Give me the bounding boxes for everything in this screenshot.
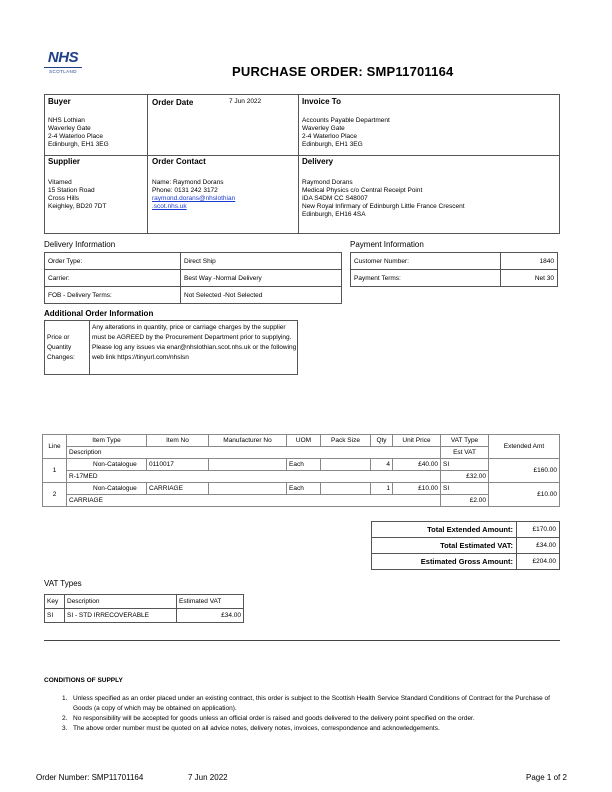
condition-item — [62, 724, 562, 734]
cell-item-no: 0110017 — [147, 459, 209, 471]
cell-pack-size — [321, 459, 371, 471]
invoice-line: Accounts Payable Department — [302, 117, 390, 124]
condition-item — [62, 694, 562, 714]
line-items-table — [42, 434, 560, 507]
col-header-uom: UOM — [287, 435, 321, 447]
page-title: PURCHASE ORDER: SMP11701164 — [232, 64, 454, 79]
cell-manufacturer-no — [209, 459, 287, 471]
order-contact-label: Order Contact — [152, 157, 206, 166]
additional-info-title: Additional Order Information — [44, 309, 154, 318]
table-row — [43, 495, 560, 507]
gross-amount-label: Estimated Gross Amount: — [372, 554, 517, 570]
nhs-scotland-logo — [44, 50, 82, 74]
cell-item-no: CARRIAGE — [147, 483, 209, 495]
totals-table — [371, 521, 560, 570]
footer-page-number: Page 1 of 2 — [526, 773, 567, 782]
contact-email-link[interactable]: raymond.dorans@nhslothian — [152, 195, 236, 202]
table-row — [351, 270, 558, 287]
table-header-row — [43, 435, 560, 447]
table-header-row — [45, 595, 244, 609]
table-row — [351, 253, 558, 270]
total-vat-value: £34.00 — [517, 538, 560, 554]
order-contact-details — [152, 179, 235, 211]
cell-uom: Each — [287, 459, 321, 471]
cell-key: SI — [45, 609, 65, 623]
row-value: Not Selected -Not Selected — [181, 287, 342, 304]
cell-extended-amt: £160.00 — [489, 459, 560, 483]
row-value: Best Way -Normal Delivery — [181, 270, 342, 287]
condition-text: Unless specified as an order placed under an existing contract, this order is subject to the Scottish Health Service Standard Conditions of Contract for the Purchase of Goods (a copy of which may be obtained on application). — [73, 695, 550, 712]
total-vat-label: Total Estimated VAT: — [372, 538, 517, 554]
col-header-manufacturer-no: Manufacturer No — [209, 435, 287, 447]
row-value: Direct Ship — [181, 253, 342, 270]
row-label: Payment Terms: — [351, 270, 501, 287]
cell-est-vat: £32.00 — [441, 471, 489, 483]
order-date-value: 7 Jun 2022 — [229, 98, 262, 105]
invoice-line: Edinburgh, EH1 3EG — [302, 141, 363, 148]
buyer-label: Buyer — [48, 97, 71, 106]
table-row — [372, 538, 560, 554]
invoice-to-label: Invoice To — [302, 97, 341, 106]
col-header-item-no: Item No — [147, 435, 209, 447]
col-header-vat-type: VAT Type — [441, 435, 489, 447]
table-row — [372, 554, 560, 570]
contact-name: Name: Raymond Dorans — [152, 179, 224, 186]
section-divider — [44, 640, 560, 641]
condition-number: 2. — [62, 715, 68, 722]
cell-est-vat: £2.00 — [441, 495, 489, 507]
divider — [89, 321, 90, 374]
additional-info-box — [44, 320, 298, 375]
cell-description: CARRIAGE — [67, 495, 441, 507]
logo-main-text: NHS — [47, 49, 79, 66]
col-header-description: Description — [65, 595, 177, 609]
col-header-item-type: Item Type — [67, 435, 147, 447]
col-header-qty: Qty — [371, 435, 393, 447]
row-label: Customer Number: — [351, 253, 501, 270]
cell-vat-type: SI — [441, 459, 489, 471]
delivery-line: New Royal Infirmary of Edinburgh Little France Crescent — [302, 203, 465, 210]
col-header-key: Key — [45, 595, 65, 609]
cell-line: 2 — [43, 483, 67, 507]
col-header-est-vat: Est VAT — [441, 447, 489, 459]
buyer-address — [48, 117, 109, 149]
row-value: Net 30 — [501, 270, 558, 287]
divider — [298, 95, 299, 233]
buyer-line: Edinburgh, EH1 3EG — [48, 141, 109, 148]
divider — [147, 95, 148, 233]
gross-amount-value: £204.00 — [517, 554, 560, 570]
footer-date: 7 Jun 2022 — [188, 773, 228, 782]
cell-manufacturer-no — [209, 483, 287, 495]
cell-extended-amt: £10.00 — [489, 483, 560, 507]
condition-number: 3. — [62, 725, 68, 732]
table-header-row — [43, 447, 560, 459]
cell-line: 1 — [43, 459, 67, 483]
delivery-line: Raymond Dorans — [302, 179, 353, 186]
buyer-line: Waverley Gate — [48, 125, 91, 132]
price-quantity-label: Price or Quantity Changes: — [47, 334, 75, 361]
delivery-line: IDA S4DM CC S48007 — [302, 195, 368, 202]
buyer-line: 2-4 Waterloo Place — [48, 133, 104, 140]
cell-vat-type: SI — [441, 483, 489, 495]
contact-phone: Phone: 0131 242 3172 — [152, 187, 218, 194]
price-quantity-text: Any alterations in quantity, price or carriage charges by the supplier must be AGREED by the Procurement Department prior to supplying. Please log any issues via enar@nhslothian.scot.nhs.uk or the following web link https://tinyurl.com/nhslsn — [92, 324, 297, 361]
payment-info-title: Payment Information — [350, 240, 424, 249]
table-row — [43, 471, 560, 483]
supplier-line: 15 Station Road — [48, 187, 95, 194]
condition-text: The above order number must be quoted on all advice notes, delivery notes, invoices, correspondence and acknowledgements. — [73, 725, 440, 732]
divider — [45, 155, 559, 156]
invoice-line: Waverley Gate — [302, 125, 345, 132]
cell-item-type: Non-Catalogue — [67, 483, 147, 495]
vat-types-title: VAT Types — [44, 579, 82, 588]
supplier-line: Cross Hills — [48, 195, 80, 202]
cell-unit-price: £40.00 — [393, 459, 441, 471]
delivery-info-table — [44, 252, 342, 304]
cell-description: R-17MED — [67, 471, 441, 483]
invoice-to-address — [302, 117, 390, 149]
footer-order-number: Order Number: SMP11701164 — [36, 773, 144, 782]
table-row — [45, 270, 342, 287]
col-header-extended-amt: Extended Amt — [489, 435, 560, 459]
conditions-title: CONDITIONS OF SUPPLY — [44, 677, 123, 684]
cell-uom: Each — [287, 483, 321, 495]
condition-text: No responsibility will be accepted for goods unless an official order is raised and goods delivered to the delivery point specified on the order. — [73, 715, 475, 722]
table-row — [45, 609, 244, 623]
total-extended-label: Total Extended Amount: — [372, 522, 517, 538]
payment-info-table — [350, 252, 558, 287]
cell-item-type: Non-Catalogue — [67, 459, 147, 471]
row-value: 1840 — [501, 253, 558, 270]
table-row — [43, 483, 560, 495]
buyer-line: NHS Lothian — [48, 117, 85, 124]
cell-pack-size — [321, 483, 371, 495]
cell-qty: 1 — [371, 483, 393, 495]
col-header-pack-size: Pack Size — [321, 435, 371, 447]
row-label: Carrier: — [45, 270, 181, 287]
table-row — [372, 522, 560, 538]
delivery-line: Medical Physics c/o Central Receipt Point — [302, 187, 423, 194]
delivery-address — [302, 179, 465, 219]
supplier-label: Supplier — [48, 157, 81, 166]
cell-description: SI - STD IRRECOVERABLE — [65, 609, 177, 623]
cell-unit-price: £10.00 — [393, 483, 441, 495]
delivery-label: Delivery — [302, 157, 334, 166]
supplier-line: Keighley, BD20 7DT — [48, 203, 107, 210]
col-header-line: Line — [43, 435, 67, 459]
table-row — [45, 253, 342, 270]
condition-number: 1. — [62, 695, 68, 702]
delivery-info-title: Delivery Information — [44, 240, 116, 249]
cell-estimated-vat: £34.00 — [177, 609, 244, 623]
invoice-line: 2-4 Waterloo Place — [302, 133, 358, 140]
order-header-box — [44, 94, 560, 234]
row-label: FOB - Delivery Terms: — [45, 287, 181, 304]
delivery-line: Edinburgh, EH16 4SA — [302, 211, 366, 218]
row-label: Order Type: — [45, 253, 181, 270]
table-row — [43, 459, 560, 471]
supplier-line: Vitamed — [48, 179, 72, 186]
order-date-label: Order Date — [152, 98, 194, 107]
conditions-list — [62, 694, 562, 734]
col-header-description: Description — [67, 447, 441, 459]
logo-sub-text: SCOTLAND — [44, 67, 82, 74]
table-row — [45, 287, 342, 304]
col-header-estimated-vat: Estimated VAT — [177, 595, 244, 609]
condition-item — [62, 714, 562, 724]
total-extended-value: £170.00 — [517, 522, 560, 538]
cell-qty: 4 — [371, 459, 393, 471]
col-header-unit-price: Unit Price — [393, 435, 441, 447]
contact-email-link-continued[interactable]: .scot.nhs.uk — [152, 203, 187, 210]
vat-types-table — [44, 594, 244, 623]
supplier-address — [48, 179, 106, 211]
